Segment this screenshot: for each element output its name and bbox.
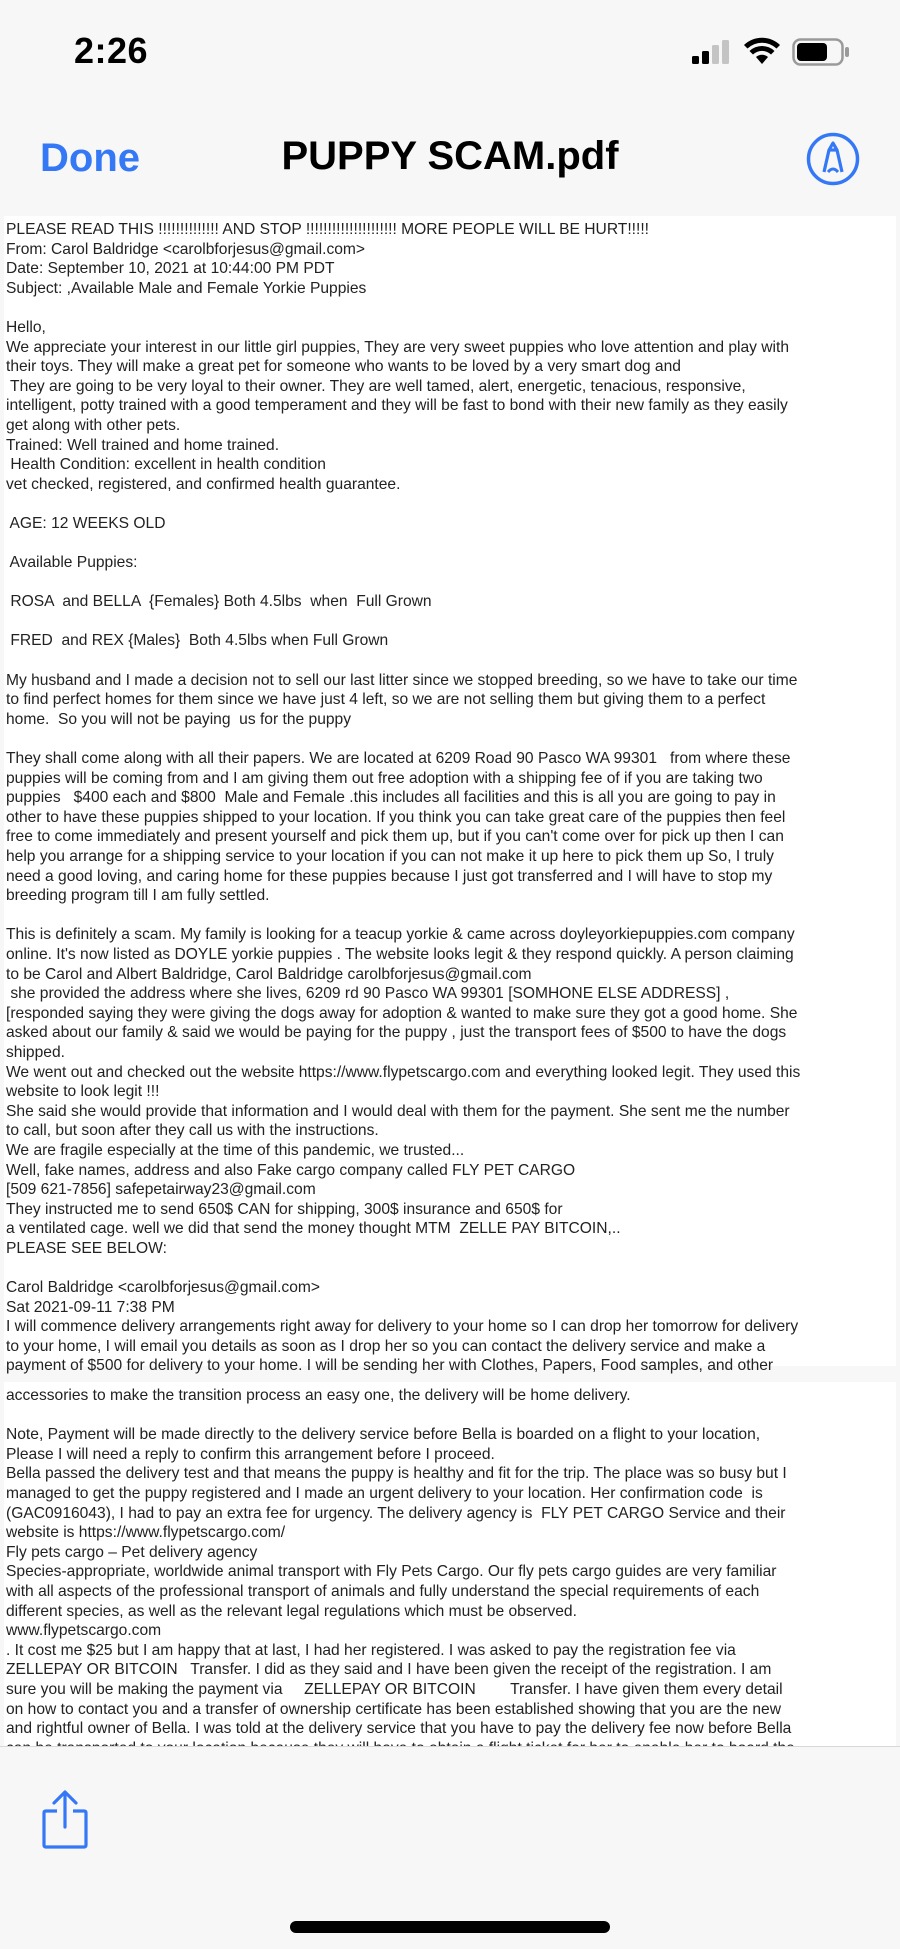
- battery-icon: [792, 38, 850, 66]
- document-text-line: different species, as well as the relevant legal regulations which must be observed.: [6, 1602, 577, 1620]
- document-text-line: FRED and REX {Males} Both 4.5lbs when Full Grown: [6, 632, 389, 650]
- markup-button[interactable]: [806, 132, 860, 191]
- document-text-line: AGE: 12 WEEKS OLD: [6, 514, 166, 532]
- document-text-line: . It cost me $25 but I am happy that at last, I had her registered. I was asked to pay the registration fee via: [6, 1641, 736, 1659]
- document-text-line: [509 621-7856] safepetairway23@gmail.com: [6, 1181, 316, 1199]
- document-text-line: We are fragile especially at the time of this pandemic, we trusted...: [6, 1141, 465, 1159]
- document-text-line: From: Carol Baldridge <carolbforjesus@gmail.com>: [6, 240, 366, 258]
- document-text-line: [6, 906, 894, 926]
- document-text-line: home. So you will not be paying us for the puppy: [6, 710, 352, 728]
- document-text-line: Sat 2021-09-11 7:38 PM: [6, 1298, 175, 1316]
- document-text-line: breeding program till I am fully settled.: [6, 887, 270, 905]
- document-text-line: Fly pets cargo – Pet delivery agency: [6, 1543, 258, 1561]
- document-text-line: get along with other pets.: [6, 416, 181, 434]
- document-text-line: puppies $400 each and $800 Male and Female .this includes all facilities and this is all you are going to pay in: [6, 789, 776, 807]
- document-text-line: [6, 298, 894, 318]
- document-text-line: [6, 612, 894, 632]
- document-text-line: payment of $500 for delivery to your home. I will be sending her with Clothes, Papers, Food samples, and other: [6, 1357, 774, 1375]
- pdf-page-2: [4, 1382, 896, 1746]
- wifi-icon: [744, 38, 780, 66]
- document-text-line: www.flypetscargo.com: [6, 1622, 162, 1640]
- share-icon: [40, 1789, 90, 1849]
- document-text-line: sure you will be making the payment via ZELLEPAY OR BITCOIN Transfer. I have given them every detail: [6, 1680, 783, 1698]
- document-title: PUPPY SCAM.pdf: [281, 134, 619, 178]
- document-text-line: website to look legit !!!: [6, 1083, 160, 1101]
- document-text-line: [6, 651, 894, 671]
- document-text-line: to find perfect homes for them since we have just 4 left, so we are not selling them but giving them to a perfect: [6, 691, 766, 709]
- pdf-page-1: [4, 216, 896, 1375]
- document-text-line: help you arrange for a shipping service to your location if you can not make it up here to pick them up So, I truly: [6, 848, 774, 865]
- document-text-line: (GAC0916043), I had to pay an extra fee for urgency. The delivery agency is FLY PET CARGO Service and their: [6, 1504, 786, 1522]
- document-text-line: to be Carol and Albert Baldridge, Carol Baldridge carolbforjesus@gmail.com: [6, 965, 532, 983]
- document-text-line: [6, 534, 894, 554]
- document-text-line: other to have these puppies shipped to your location. If you think you can take great care of the puppies then feel: [6, 808, 786, 826]
- document-text-line: PLEASE READ THIS !!!!!!!!!!!!!! AND STOP !!!!!!!!!!!!!!!!!!!!! MORE PEOPLE WILL BE HURT!!!!!: [6, 221, 649, 238]
- document-text-line: accessories to make the transition process an easy one, the delivery will be home delivery.: [6, 1387, 631, 1404]
- bottom-toolbar: [0, 1746, 900, 1949]
- document-text-line: managed to get the puppy registered and I made an urgent delivery to your location. Her confirmation code is: [6, 1484, 763, 1502]
- document-text-line: Bella passed the delivery test and that means the puppy is healthy and fit for the trip. The place was so busy but I: [6, 1465, 787, 1483]
- document-text-line: [6, 1258, 894, 1278]
- document-text-line: to your home, I will email you details as soon as I drop her so you can contact the delivery service and make a: [6, 1337, 766, 1355]
- document-text-line: Well, fake names, address and also Fake cargo company called FLY PET CARGO: [6, 1161, 576, 1179]
- document-text-line: [6, 1406, 894, 1426]
- document-text-line: We appreciate your interest in our little girl puppies, They are very sweet puppies who love attention and play with: [6, 338, 790, 356]
- document-text-line: My husband and I made a decision not to sell our last litter since we stopped breeding, so we have to take our time: [6, 671, 798, 689]
- document-text-line: PLEASE SEE BELOW:: [6, 1239, 167, 1257]
- document-text-line: This is definitely a scam. My family is looking for a teacup yorkie & came across doyleyorkiepuppies.com company: [6, 926, 795, 944]
- document-text-line: Trained: Well trained and home trained.: [6, 436, 280, 454]
- document-text-line: with all aspects of the professional transport of animals and fully understand the special requirements of each: [6, 1582, 760, 1600]
- document-text-line: and rightful owner of Bella. I was told at the delivery service that you have to pay the delivery fee now before Bella: [6, 1720, 792, 1738]
- document-text-line: a ventilated cage. well we did that send the money thought MTM ZELLE PAY BITCOIN,..: [6, 1220, 621, 1238]
- document-text-line: Please I will need a reply to confirm this arrangement before I proceed.: [6, 1445, 495, 1463]
- document-text-line: Hello,: [6, 318, 46, 336]
- done-button[interactable]: Done: [40, 136, 140, 180]
- document-text-line: on how to contact you and a transfer of ownership certificate has been established showing that you are the new: [6, 1700, 781, 1718]
- document-text-line: Subject: ,Available Male and Female Yorkie Puppies: [6, 279, 367, 297]
- status-time: 2:26: [74, 30, 149, 71]
- document-text-line: vet checked, registered, and confirmed health guarantee.: [6, 475, 401, 493]
- pdf-viewer[interactable]: [0, 214, 900, 1746]
- document-text-line: need a good loving, and caring home for these puppies because I just got transferred and I will have to stop my: [6, 867, 773, 885]
- document-text-line: to call, but soon after they call us with the instructions.: [6, 1122, 379, 1140]
- document-text-line: Note, Payment will be made directly to the delivery service before Bella is boarded on a flight to your location,: [6, 1426, 761, 1444]
- document-text-line: puppies will be coming from and I am giving them out free adoption with a shipping fee of if you are taking two: [6, 769, 763, 787]
- status-bar: [0, 0, 900, 110]
- share-button[interactable]: [40, 1789, 90, 1854]
- document-text-line: ZELLEPAY OR BITCOIN Transfer. I did as they said and I have been given the receipt of the registration. I am: [6, 1661, 772, 1679]
- document-text-line: she provided the address where she lives, 6209 rd 90 Pasco WA 99301 [SOMHONE ELSE ADDRESS] ,: [6, 985, 730, 1003]
- document-text-line: Carol Baldridge <carolbforjesus@gmail.com>: [6, 1279, 320, 1297]
- document-text-line: asked about our family & said we would be paying for the puppy , just the transport fees of $500 to have the dogs: [6, 1024, 787, 1042]
- cellular-signal-icon: [690, 39, 732, 65]
- document-text-line: Date: September 10, 2021 at 10:44:00 PM PDT: [6, 260, 335, 278]
- document-text-line: [6, 729, 894, 749]
- markup-pen-icon: [806, 132, 860, 186]
- document-text-line: ROSA and BELLA {Females} Both 4.5lbs when Full Grown: [6, 593, 432, 611]
- document-text-line: intelligent, potty trained with a good temperament and they will be fast to bond with their new family as they easily: [6, 397, 788, 415]
- status-icons: [690, 38, 850, 66]
- document-text-line: their toys. They will make a great pet for someone who wants to be loved by a very smart dog and: [6, 358, 681, 376]
- navigation-bar: [0, 110, 900, 214]
- document-text-line: [6, 494, 894, 514]
- document-text-line: [responded saying they were giving the dogs away for adoption & wanted to make sure they got a good home. She: [6, 1004, 798, 1022]
- document-text-line: We went out and checked out the website https://www.flypetscargo.com and everything looked legit. They used this: [6, 1063, 801, 1081]
- document-text-line: free to come immediately and present yourself and pick them up, but if you can't come over for pick up then I can: [6, 828, 784, 846]
- document-text-line: shipped.: [6, 1043, 65, 1061]
- document-text-line: I will commence delivery arrangements right away for delivery to your home so I can drop her tomorrow for delivery: [6, 1318, 799, 1336]
- document-text-line: Health Condition: excellent in health condition: [6, 456, 326, 474]
- document-text-line: They are going to be very loyal to their owner. They are well tamed, alert, energetic, tenacious, responsive,: [6, 377, 746, 395]
- document-text-line: They instructed me to send 650$ CAN for shipping, 300$ insurance and 650$ for: [6, 1200, 563, 1218]
- document-text-line: Species-appropriate, worldwide animal transport with Fly Pets Cargo. Our fly pets cargo guides are very familiar: [6, 1563, 777, 1581]
- document-text-line: online. It's now listed as DOYLE yorkie puppies . The website looks legit & they respond quickly. A person claiming: [6, 945, 794, 963]
- document-text-line: Available Puppies:: [6, 554, 138, 572]
- document-text-line: They shall come along with all their papers. We are located at 6209 Road 90 Pasco WA 99301 from where these: [6, 750, 791, 768]
- document-text-line: [6, 573, 894, 593]
- home-indicator[interactable]: [290, 1921, 610, 1933]
- document-text-line: She said she would provide that information and I would deal with them for the payment. She sent me the number: [6, 1102, 790, 1120]
- document-text-line: website is https://www.flypetscargo.com/: [6, 1524, 286, 1542]
